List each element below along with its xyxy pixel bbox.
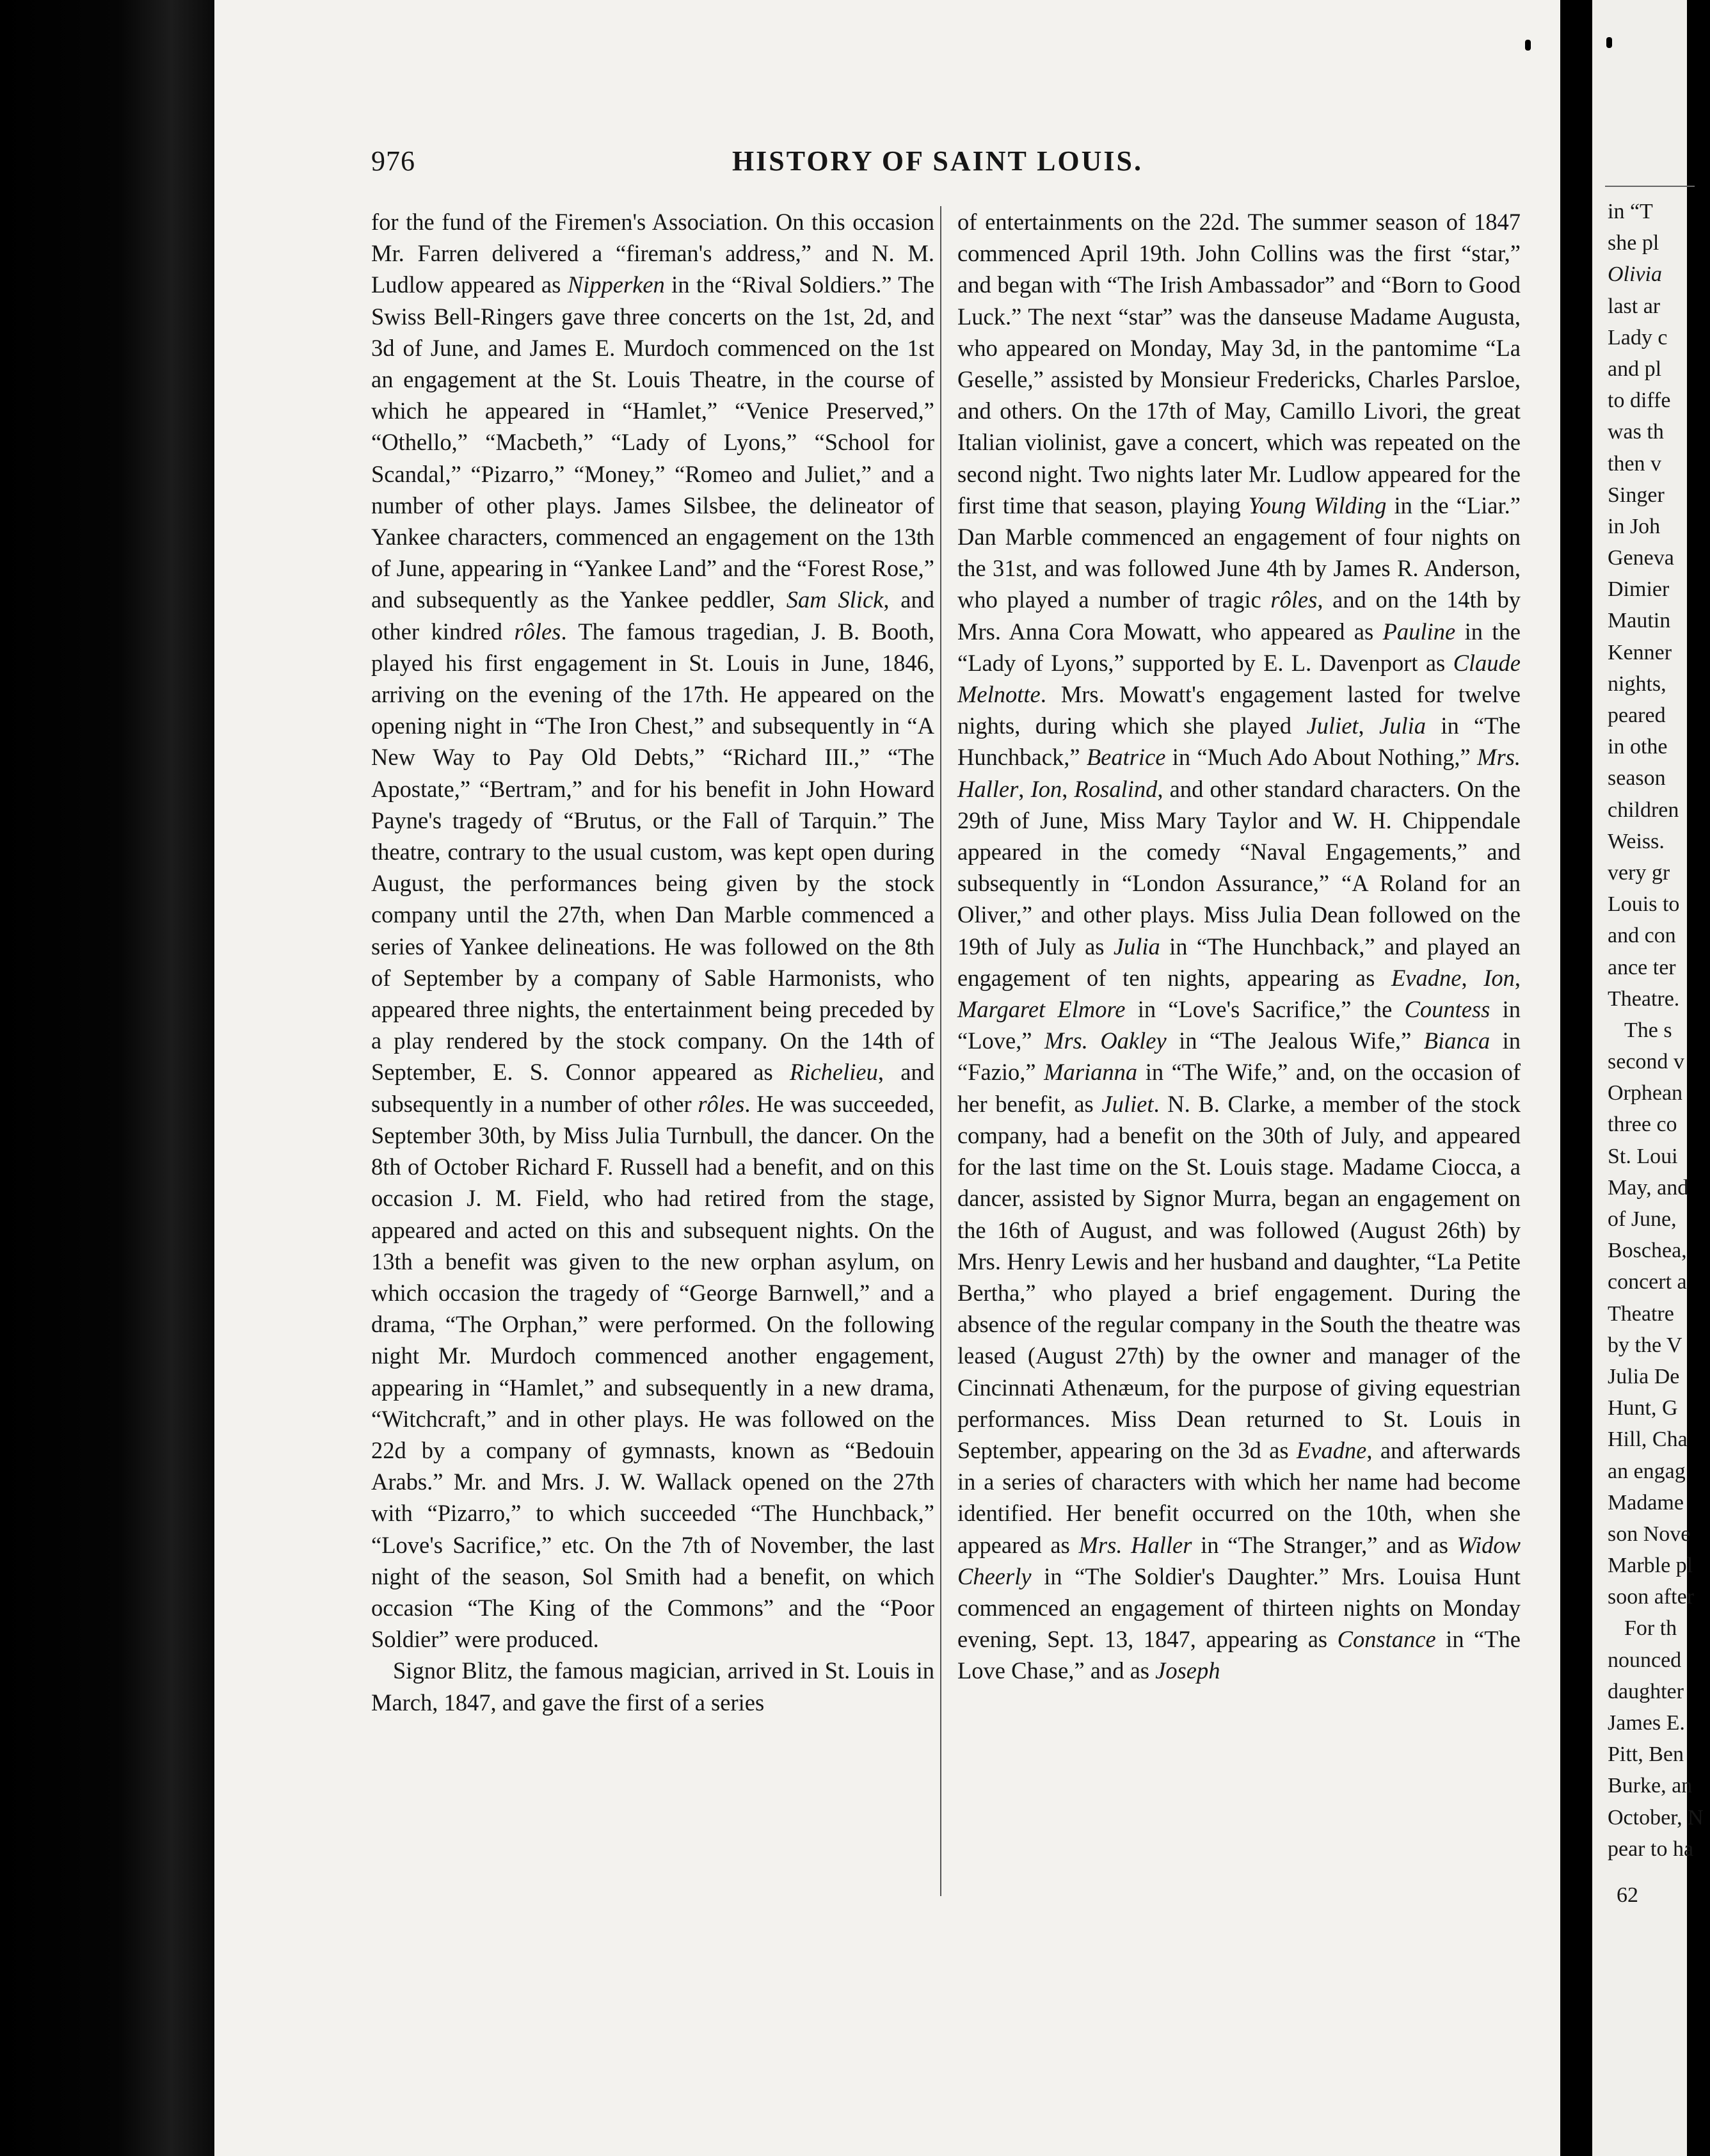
paragraph: of entertainments on the 22d. The summer season of 1847 commenced April 19th. John Collins was the first “star,” and began with “The Irish Ambassador” and “Born to Good Luck.” The next “star” was the danseuse Madame Augusta, who appeared on Monday, May 3d, in the pantomime “La Geselle,” assisted by Monsieur Fredericks, Charles Parsloe, and others. On the 17th of May, Camillo Livori, the great Italian violinist, gave a concert, which was repeated on the second night. Two nights later Mr. Ludlow appeared for the first time that season, playing Young Wilding in the “Liar.” Dan Marble commenced an engagement of four nights on the 31st, and was followed June 4th by James R. Anderson, who played a number of tragic rôles, and on the 14th by Mrs. Anna Cora Mowatt, who appeared as Pauline in the “Lady of Lyons,” supported by E. L. Davenport as Claude Melnotte. Mrs. Mowatt's engagement lasted for twelve nights, during which she played Juliet, Julia in “The Hunchback,” Beatrice in “Much Ado About Nothing,” Mrs. Haller, Ion, Rosalind, and other standard characters. On the 29th of June, Miss Mary Taylor and W. H. Chippendale appeared in the comedy “Naval Engagements,” and subsequently in “London Assurance,” “A Roland for an Oliver,” and other plays. Miss Julia Dean followed on the 19th of July as Julia in “The Hunchback,” and played an engagement of ten nights, appearing as Evadne, Ion, Margaret Elmore in “Love's Sacrifice,” the Countess in “Love,” Mrs. Oakley in “The Jealous Wife,” Bianca in “Fazio,” Marianna in “The Wife,” and, on the occasion of her benefit, as Juliet. N. B. Clarke, a member of the stock company, had a benefit on the 30th of July, and appeared for the last time on the St. Louis stage. Madame Ciocca, a dancer, assisted by Signor Murra, began an engagement on the 16th of August, and was followed (August 26th) by Mrs. Henry Lewis and her husband and daughter, “La Petite Bertha,” who played a brief engagement. During the absence of the regular company in the South the theatre was leased (August 27th) by the owner and manager of the Cincinnati Athenæum, for the purpose of giving equestrian performances. Miss Dean returned to St. Louis in September, appearing on the 3d as Evadne, and afterwards in a series of characters with which her name had become identified. Her benefit occurred on the 10th, when she appeared as Mrs. Haller in “The Stranger,” and as Widow Cheerly in “The Soldier's Daughter.” Mrs. Louisa Hunt commenced an engagement of thirteen nights on Monday evening, Sept. 13, 1847, appearing as Constance in “The Love Chase,” and as Joseph	[957, 209, 1521, 1684]
facing-page-line: For th	[1624, 1616, 1677, 1641]
facing-page-line: peared	[1608, 704, 1666, 727]
facing-page-header-rule	[1605, 186, 1695, 187]
facing-page-line: Orphean	[1608, 1081, 1683, 1106]
facing-page-line: nounced	[1608, 1648, 1682, 1672]
facing-page	[1592, 0, 1704, 2156]
facing-page-line: children	[1608, 798, 1679, 822]
facing-page-line: of June,	[1608, 1207, 1677, 1231]
facing-page-line: in “T	[1608, 200, 1653, 223]
paragraph: for the fund of the Firemen's Association. On this occasion Mr. Farren delivered a “fireman's address,” and N. M. Ludlow appeared as Nipperken in the “Rival Soldiers.” The Swiss Bell-Ringers gave three concerts on the 1st, 2d, and 3d of June, and James E. Murdoch commenced on the 1st an engagement at the St. Louis Theatre, in the course of which he appeared in “Hamlet,” “Venice Preserved,” “Othello,” “Macbeth,” “Lady of Lyons,” “School for Scandal,” “Pizarro,” “Money,” “Romeo and Juliet,” and a number of other plays. James Silsbee, the delineator of Yankee characters, commenced an engagement on the 13th of June, appearing in “Yankee Land” and the “Forest Rose,” and subsequently as the Yankee peddler, Sam Slick, and other kindred rôles. The famous tragedian, J. B. Booth, played his first engagement in St. Louis in June, 1846, arriving on the evening of the 17th. He appeared on the opening night in “The Iron Chest,” and subsequently in “A New Way to Pay Old Debts,” “Richard III.,” “The Apostate,” “Bertram,” and for his benefit in John Howard Payne's tragedy of “Brutus, or the Fall of Tarquin.” The theatre, contrary to the usual custom, was kept open during August, the performances being given by the stock company until the 27th, when Dan Marble commenced a series of Yankee delineations. He was followed on the 8th of September by a company of Sable Harmonists, who appeared three nights, the entertainment being preceded by a play rendered by the stock company. On the 14th of September, E. S. Connor appeared as Richelieu, and subsequently in a number of other rôles. He was succeeded, September 30th, by Miss Julia Turnbull, the dancer. On the 8th of October Richard F. Russell had a benefit, and on this occasion J. M. Field, who had retired from the stage, appeared and acted on this and subsequent nights. On the 13th a benefit was given to the new orphan asylum, on which occasion the tragedy of “George Barnwell,” and a drama, “The Orphan,” were performed. On the following night Mr. Murdoch commenced another engagement, appearing in “Hamlet,” and subsequently in a new drama, “Witchcraft,” and in other plays. He was followed on the 22d by a company of gymnasts, known as “Bedouin Arabs.” Mr. and Mrs. J. W. Wallack opened on the 27th with “Pizarro,” to which succeeded “The Hunchback,” “Love's Sacrifice,” etc. On the 7th of November, the last night of the season, Sol Smith had a benefit, on which occasion “The King of the Commons” and the “Poor Soldier” were produced.	[371, 209, 934, 1653]
facing-page-line: and con	[1608, 924, 1676, 948]
facing-page-line: Kenner	[1608, 640, 1672, 664]
facing-page-line: season	[1608, 766, 1666, 791]
facing-page-line: in Joh	[1608, 514, 1661, 538]
facing-page-lines	[1608, 196, 1704, 1865]
facing-page-line: The s	[1624, 1018, 1672, 1042]
facing-page-line: Mautin	[1608, 609, 1671, 633]
facing-page-signature-number: 62	[1617, 1883, 1638, 1907]
facing-page-line: was th	[1608, 420, 1664, 444]
facing-page-line: Theatre	[1608, 1301, 1674, 1326]
facing-page-line: Louis to	[1608, 892, 1680, 917]
facing-page-line: ance ter	[1608, 955, 1676, 979]
facing-page-line: Lady c	[1608, 325, 1668, 350]
column-divider	[940, 206, 941, 1896]
facing-page-line: October, N	[1608, 1805, 1704, 1830]
scan-left-margin	[0, 0, 214, 2156]
facing-page-line: an engag	[1608, 1459, 1686, 1483]
paragraph: Signor Blitz, the famous magician, arrived in St. Louis in March, 1847, and gave the first of a series	[371, 1657, 934, 1716]
facing-page-line: Weiss.	[1608, 829, 1665, 853]
facing-page-line: pear to ha	[1608, 1837, 1694, 1861]
facing-page-line: by the V	[1608, 1333, 1682, 1357]
text-column-right	[957, 206, 1521, 1687]
facing-page-line: Julia De	[1608, 1364, 1680, 1388]
facing-page-line: Dimier	[1608, 577, 1670, 602]
facing-page-line: Madame	[1608, 1490, 1684, 1515]
facing-page-line: in othe	[1608, 735, 1668, 759]
facing-page-line: May, and	[1608, 1175, 1689, 1200]
page-header	[371, 145, 1504, 183]
facing-page-line: she pl	[1608, 231, 1659, 255]
facing-page-line: nights,	[1608, 672, 1666, 696]
facing-page-line: concert a	[1608, 1270, 1687, 1294]
running-head: HISTORY OF SAINT LOUIS.	[731, 145, 1144, 177]
facing-page-line: Olivia	[1608, 262, 1662, 287]
facing-page-line: Hill, Cha	[1608, 1428, 1688, 1452]
page-number: 976	[371, 145, 415, 177]
facing-page-line: son Nove	[1608, 1522, 1691, 1546]
scan-speck	[1606, 37, 1612, 48]
facing-page-line: Singer	[1608, 483, 1665, 507]
facing-page-line: Burke, an	[1608, 1774, 1693, 1798]
facing-page-line: St. Loui	[1608, 1144, 1678, 1168]
facing-page-line: then v	[1608, 451, 1662, 476]
facing-page-line: three co	[1608, 1113, 1677, 1137]
facing-page-line: soon after	[1608, 1585, 1695, 1609]
facing-page-line: very gr	[1608, 860, 1670, 885]
facing-page-line: Theatre.	[1608, 986, 1680, 1011]
facing-page-line: second v	[1608, 1050, 1684, 1074]
facing-page-line: Pitt, Ben	[1608, 1742, 1684, 1767]
facing-page-line: and pl	[1608, 357, 1662, 381]
facing-page-line: last ar	[1608, 294, 1661, 318]
facing-page-line: Geneva	[1608, 546, 1674, 570]
facing-page-line: Boschea,	[1608, 1239, 1687, 1263]
facing-page-line: daughter	[1608, 1679, 1684, 1703]
facing-page-line: to diffe	[1608, 389, 1671, 413]
text-column-left	[371, 206, 934, 1718]
facing-page-line: James E.	[1608, 1711, 1685, 1735]
scan-speck	[1525, 40, 1531, 51]
facing-page-line: Marble pl	[1608, 1554, 1693, 1578]
facing-page-line: Hunt, G	[1608, 1396, 1678, 1420]
